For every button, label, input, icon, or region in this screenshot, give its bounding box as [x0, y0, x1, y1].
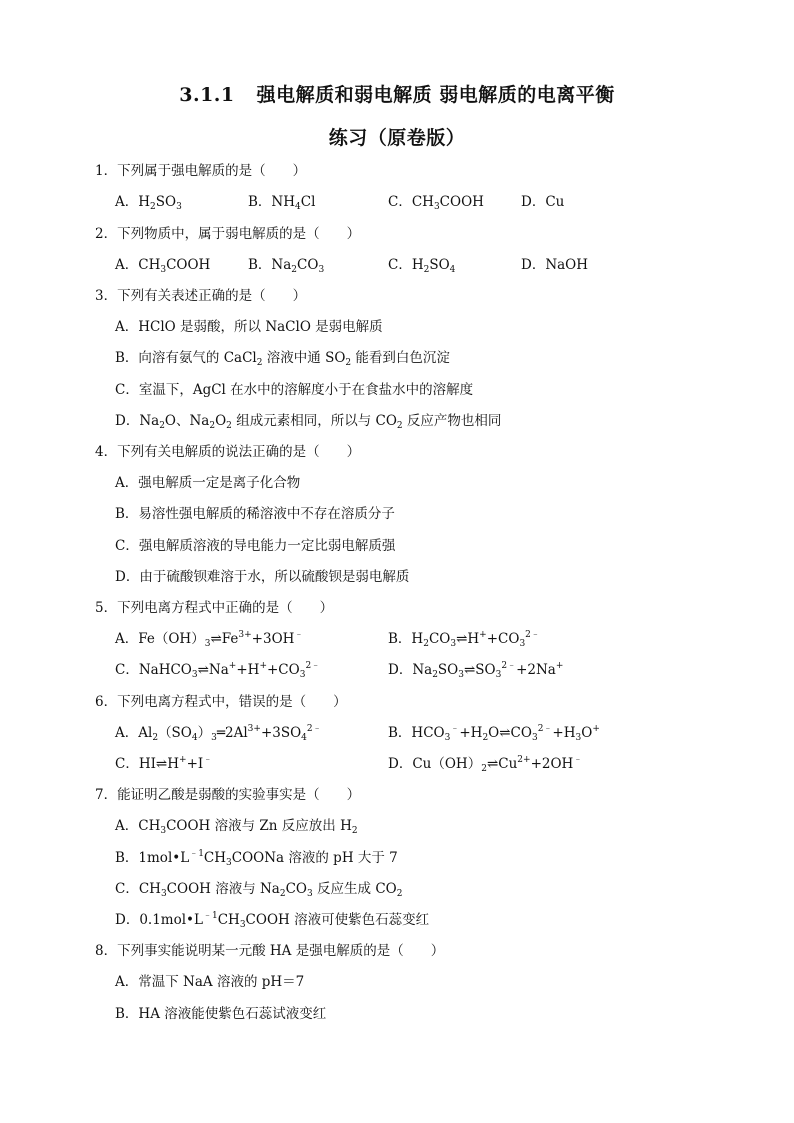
- q6-option-c: C．HI⇌H++I﹣: [115, 755, 213, 772]
- title-text: 强电解质和弱电解质 弱电解质的电离平衡: [256, 84, 615, 106]
- question-6-stem: 6．下列电离方程式中，错误的是（ ）: [95, 694, 347, 710]
- q6-option-b: B．$HCO_3^﹣+H_2O\rightleftharpoons CO_3^{2﹣}+H_3O^+$: [388, 724, 600, 743]
- q2-option-b: B．$Na_2CO_3$: [248, 257, 325, 275]
- q3-option-a: A．HClO 是弱酸，所以 NaClO 是弱电解质: [115, 319, 383, 335]
- question-5-stem: 5．下列电离方程式中正确的是（ ）: [95, 600, 334, 616]
- q3-option-b: B．向溶有氨气的 CaCl$_2$ 溶液中通 $SO_2$ 能看到白色沉淀: [115, 350, 450, 368]
- q3-option-c: C．室温下，AgCl 在水中的溶解度小于在食盐水中的溶解度: [115, 382, 474, 398]
- question-7-stem: 7．能证明乙酸是弱酸的实验事实是（ ）: [95, 787, 361, 803]
- section-number: 3.1.1: [179, 84, 235, 106]
- q4-option-a: A．强电解质一定是离子化合物: [115, 475, 301, 491]
- q4-option-c: C．强电解质溶液的导电能力一定比弱电解质强: [115, 538, 396, 554]
- question-8-stem: 8．下列事实能说明某一元酸 HA 是强电解质的是（ ）: [95, 943, 445, 959]
- q5-option-d: D．$Na_2SO_3\rightleftharpoons SO_3^{2﹣}+2Na^+$: [388, 661, 564, 680]
- q2-option-d: D．NaOH: [521, 257, 589, 273]
- q2-option-c: C．$H_2SO_4$: [388, 257, 456, 275]
- q6-option-a: A．$Al_2(SO_4)_3═2Al^{3+}+3SO_4^{2﹣}$: [115, 724, 322, 743]
- q7-option-a: A．$CH_3COOH$ 溶液与 Zn 反应放出 $H_2$: [115, 818, 358, 836]
- page-title: [0, 80, 794, 107]
- q5-option-c: C．$NaHCO_3\rightleftharpoons Na^++H^++CO_3^{2﹣}$: [115, 661, 321, 680]
- q1-option-b: B．$NH_4Cl$: [248, 194, 316, 212]
- q7-option-d: D．$0.1mol•L^{﹣1}CH_3COOH$ 溶液可使紫色石蕊变红: [115, 911, 430, 930]
- q4-option-b: B．易溶性强电解质的稀溶液中不存在溶质分子: [115, 506, 395, 522]
- q6-option-d: D．$Cu(OH)_2\rightleftharpoons Cu^{2+}+2OH^﹣$: [388, 755, 583, 774]
- question-3-stem: 3．下列有关表述正确的是（ ）: [95, 288, 307, 304]
- question-2-stem: 2．下列物质中，属于弱电解质的是（ ）: [95, 226, 361, 242]
- q3-option-d: D．$Na_2O$、$Na_2O_2$ 组成元素相同，所以与 $CO_2$ 反应产物也相同: [115, 413, 502, 431]
- q7-option-c: C．$CH_3COOH$ 溶液与 $Na_2CO_3$ 反应生成 $CO_2$: [115, 881, 403, 899]
- q1-option-c: C．$CH_3COOH$: [388, 194, 484, 212]
- q8-option-b: B．HA 溶液能使紫色石蕊试液变红: [115, 1006, 327, 1022]
- q5-option-b: B．$H_2CO_3\rightleftharpoons H^++CO_3^{2﹣}$: [388, 630, 540, 649]
- q8-option-a: A．常温下 NaA 溶液的 pH＝7: [115, 974, 305, 990]
- q1-option-d: D．Cu: [521, 194, 565, 210]
- q7-option-b: B．$1mol•L^{﹣1}CH_3COONa$ 溶液的 pH 大于 7: [115, 849, 398, 868]
- question-4-stem: 4．下列有关电解质的说法正确的是（ ）: [95, 444, 361, 460]
- q5-option-a: A．$Fe(OH)_3\rightleftharpoons Fe^{3+}+3OH^﹣$: [115, 630, 304, 649]
- q1-option-a: A．$H_2SO_3$: [115, 194, 182, 212]
- q4-option-d: D．由于硫酸钡难溶于水，所以硫酸钡是弱电解质: [115, 569, 410, 585]
- page-subtitle: 练习（原卷版）: [328, 127, 466, 149]
- q2-option-a: A．$CH_3COOH$: [115, 257, 211, 275]
- question-1-stem: 1．下列属于强电解质的是（ ）: [95, 163, 307, 179]
